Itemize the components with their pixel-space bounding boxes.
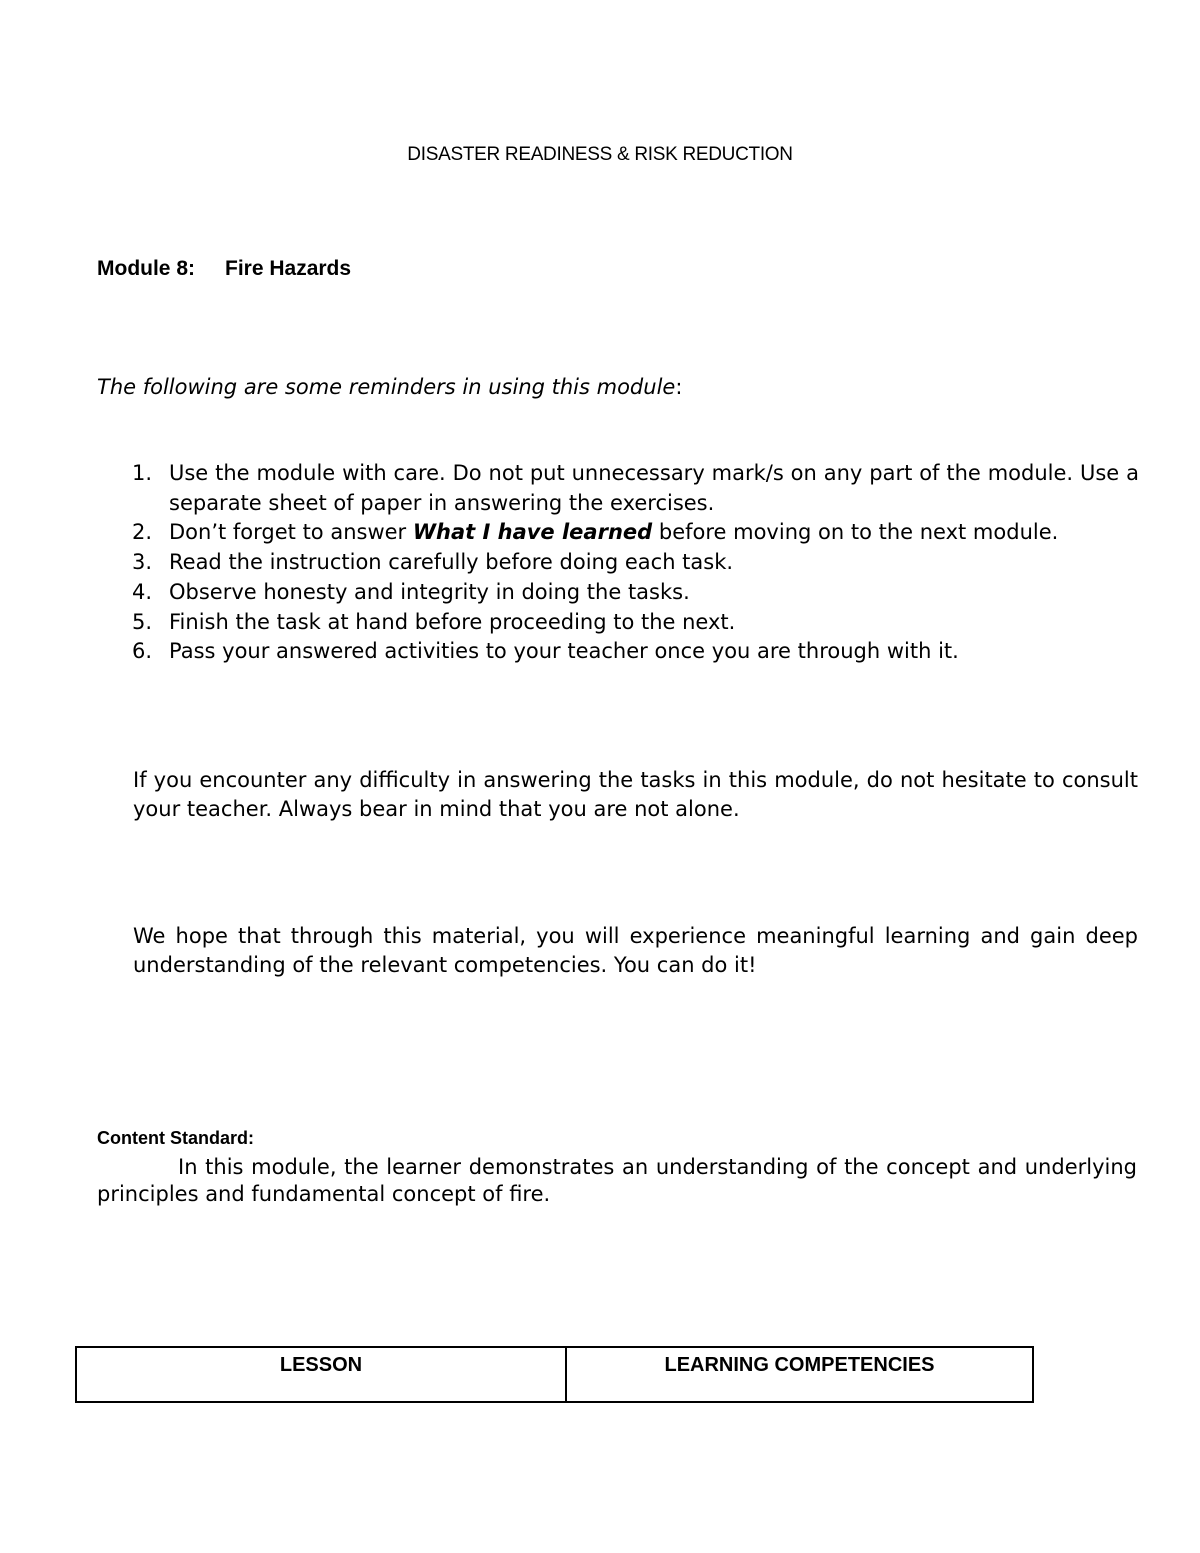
module-title: Fire Hazards (225, 257, 352, 280)
reminder-number: 2. (132, 520, 153, 545)
reminder-text-after: before moving on to the next module. (652, 520, 1059, 545)
reminder-item-2 (132, 518, 1139, 548)
reminder-number: 1. (132, 461, 153, 485)
reminders-intro-colon: : (675, 375, 683, 399)
reminder-number: 6. (132, 639, 153, 664)
reminder-emphasis: What I have learned (412, 520, 653, 545)
document-title: DISASTER READINESS & RISK REDUCTION (407, 144, 793, 165)
reminder-text: Pass your answered activities to your teacher once you are through with it. (169, 639, 959, 664)
reminder-item-6 (132, 637, 1139, 667)
reminder-text: Use the module with care. Do not put unnecessary mark/s on any part of the module. Use a separate sheet of paper in answering the exercises. (169, 461, 1139, 515)
table-header-lesson: LESSON (76, 1347, 566, 1402)
reminder-item-5 (132, 608, 1139, 638)
reminder-number: 3. (132, 550, 153, 575)
reminder-number: 4. (132, 579, 153, 604)
table-header-row (76, 1347, 1033, 1402)
reminders-intro-text: The following are some reminders in using this module (97, 375, 676, 399)
module-label: Module 8: (97, 257, 195, 280)
module-heading (97, 257, 351, 281)
difficulty-paragraph: If you encounter any difficulty in answering the tasks in this module, do not hesitate to consult your teacher. Always bear in mind that you are not alone. (133, 768, 1138, 821)
reminders-intro (97, 375, 682, 399)
table-header-competencies: LEARNING COMPETENCIES (566, 1347, 1033, 1402)
content-standard-body: In this module, the learner demonstrates an understanding of the concept and underlying principles and fundamental concept of fire. (97, 1155, 1137, 1206)
competencies-table (75, 1346, 1034, 1403)
reminder-text-before: Don’t forget to answer (169, 520, 413, 545)
reminders-list (132, 459, 1139, 667)
reminder-text: Observe honesty and integrity in doing the tasks. (169, 579, 690, 604)
content-standard-label: Content Standard: (97, 1128, 254, 1148)
reminder-text: Read the instruction carefully before doing each task. (169, 550, 734, 575)
reminder-item-1 (132, 459, 1139, 518)
reminder-item-4 (132, 578, 1139, 608)
hope-paragraph: We hope that through this material, you will experience meaningful learning and gain deep understanding of the relevant competencies. You can do it! (133, 924, 1138, 977)
reminder-item-3 (132, 548, 1139, 578)
reminder-text: Finish the task at hand before proceeding to the next. (169, 609, 736, 634)
reminder-number: 5. (132, 609, 153, 634)
